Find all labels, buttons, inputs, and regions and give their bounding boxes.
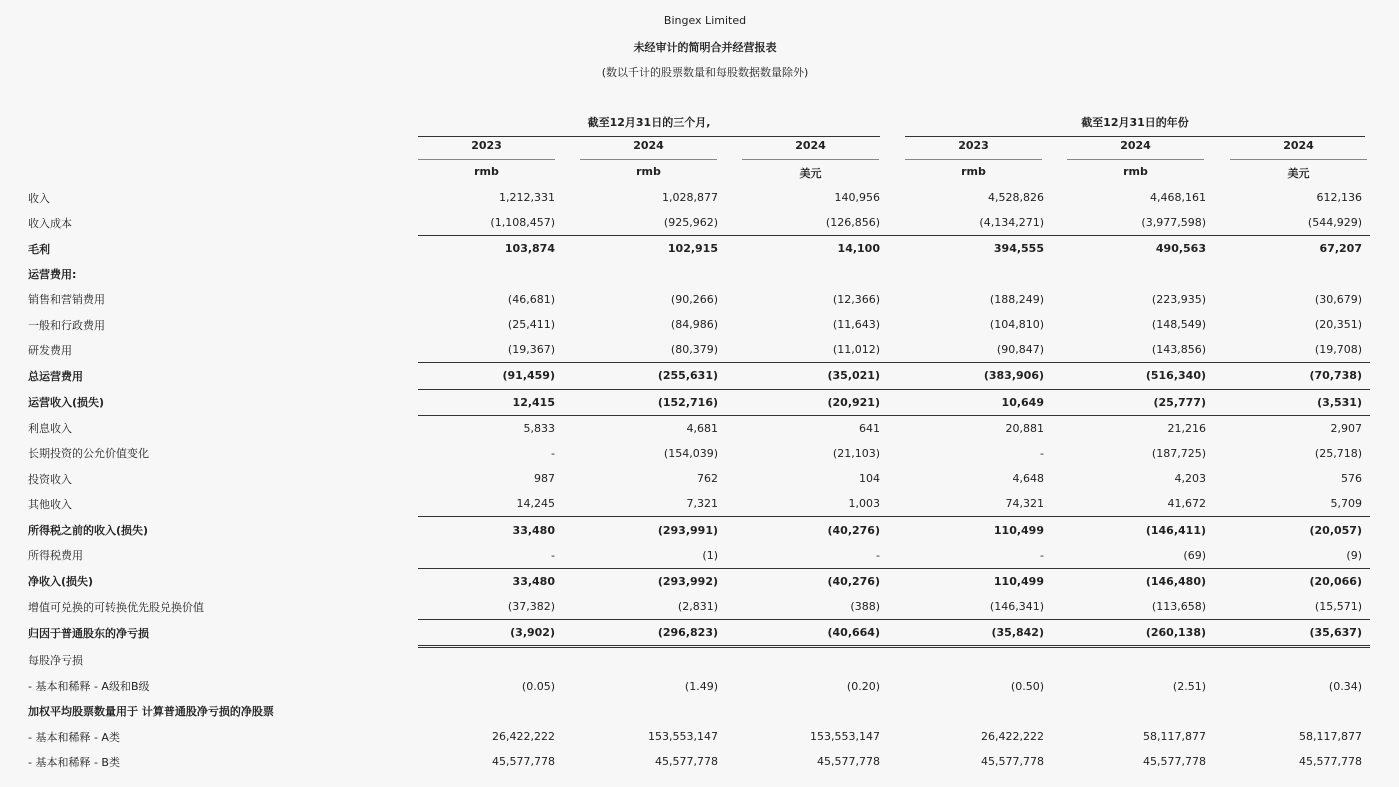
cell-value — [888, 262, 1052, 287]
group-underline — [905, 136, 1365, 137]
cell-value: 140,956 — [834, 191, 880, 205]
column-currency: rmb — [961, 165, 986, 178]
group-header-three-months — [418, 114, 880, 130]
cell-value: 1,003 — [848, 497, 880, 511]
cell-value: 12,415 — [418, 389, 563, 415]
cell-value: 74,321 — [1005, 497, 1044, 511]
column-year: 2024 — [1120, 139, 1151, 152]
row-label: 总运营费用 — [28, 369, 83, 383]
cell-value: (293,991) — [563, 517, 726, 543]
cell-value — [726, 262, 888, 287]
cell-value: (35,842) — [888, 620, 1052, 647]
row-label: 投资收入 — [28, 472, 72, 486]
table-row-other-income — [28, 491, 1370, 517]
column-underline — [742, 159, 879, 160]
row-label: 所得税之前的收入(损失) — [28, 523, 149, 537]
row-label: - 基本和稀释 - A级和B级 — [28, 680, 150, 694]
row-label: 收入 — [28, 191, 50, 205]
cell-value: 1,028,877 — [662, 191, 718, 205]
cell-value — [563, 647, 726, 674]
table-row-cost-of-revenue — [28, 210, 1370, 236]
cell-value: (21,103) — [832, 446, 880, 460]
cell-value: (11,643) — [832, 318, 880, 332]
column-year: 2024 — [633, 139, 664, 152]
cell-value: (0.50) — [1010, 679, 1044, 693]
column-underline — [905, 159, 1042, 160]
table-row-revenue — [28, 185, 1370, 210]
row-label: 长期投资的公允价值变化 — [28, 447, 149, 461]
cell-value: (40,276) — [726, 517, 888, 543]
cell-value: 4,648 — [1012, 472, 1044, 486]
cell-value: 58,117,877 — [1143, 730, 1206, 744]
cell-value: 41,672 — [1167, 497, 1206, 511]
cell-value: (126,856) — [825, 216, 880, 230]
cell-value: 612,136 — [1316, 191, 1362, 205]
column-underline — [418, 159, 555, 160]
cell-value: (20,351) — [1314, 318, 1362, 332]
cell-value: 26,422,222 — [981, 730, 1044, 744]
row-label: 毛利 — [28, 242, 50, 256]
cell-value: (0.20) — [846, 679, 880, 693]
row-label: 加权平均股票数量用于 计算普通股净亏损的净股票 — [28, 705, 274, 719]
cell-value — [563, 262, 726, 287]
table-row-shares-class-a — [28, 724, 1370, 749]
cell-value: (1.49) — [684, 679, 718, 693]
cell-value: 490,563 — [1052, 236, 1214, 262]
cell-value: (35,021) — [726, 363, 888, 389]
cell-value: 5,833 — [418, 415, 563, 441]
table-row-net-loss-to-shareholders — [28, 620, 1370, 647]
column-underline — [1230, 159, 1367, 160]
cell-value: (3,531) — [1214, 389, 1370, 415]
cell-value: 641 — [726, 415, 888, 441]
cell-value: 4,468,161 — [1150, 191, 1206, 205]
cell-value: 103,874 — [418, 236, 563, 262]
table-row-operating-expenses-header — [28, 262, 1370, 287]
row-label: 运营费用: — [28, 268, 77, 282]
cell-value — [888, 647, 1052, 674]
cell-value: (146,480) — [1052, 568, 1214, 594]
row-label: 每股净亏损 — [28, 654, 83, 668]
cell-value: 10,649 — [888, 389, 1052, 415]
cell-value: 153,553,147 — [648, 730, 718, 744]
row-label: 增值可兑换的可转换优先股兑换价值 — [28, 600, 204, 614]
statement-title: 未经审计的简明合并经营报表 — [633, 41, 777, 54]
table-row-income-before-tax — [28, 517, 1370, 543]
statement-subtitle: (数以千计的股票数量和每股数据数量除外) — [601, 66, 809, 79]
column-year: 2024 — [795, 139, 826, 152]
row-label: - 基本和稀释 - B类 — [28, 755, 120, 769]
group-header-label: 截至12月31日的年份 — [1081, 116, 1189, 129]
cell-value: (46,681) — [507, 292, 555, 306]
cell-value: (2,831) — [677, 600, 718, 614]
column-year: 2023 — [958, 139, 989, 152]
table-row-operating-income — [28, 389, 1370, 415]
cell-value — [418, 647, 563, 674]
table-row-weighted-shares-header — [28, 699, 1370, 724]
cell-value: (104,810) — [989, 318, 1044, 332]
cell-value — [1052, 647, 1214, 674]
cell-value — [418, 699, 563, 724]
income-statement-table — [28, 185, 1370, 774]
cell-value: 45,577,778 — [492, 755, 555, 769]
cell-value: 2,907 — [1214, 415, 1370, 441]
cell-value — [1052, 699, 1214, 724]
table-row-fair-value-change — [28, 441, 1370, 466]
row-label: 归因于普通股东的净亏损 — [28, 627, 149, 641]
table-row-shares-class-b — [28, 749, 1370, 774]
cell-value: 45,577,778 — [981, 755, 1044, 769]
cell-value: (154,039) — [663, 446, 718, 460]
cell-value: (146,341) — [989, 600, 1044, 614]
cell-value: 14,100 — [726, 236, 888, 262]
cell-value: (152,716) — [563, 389, 726, 415]
cell-value: 5,709 — [1330, 497, 1362, 511]
cell-value: (143,856) — [1151, 343, 1206, 357]
cell-value: (25,411) — [507, 318, 555, 332]
cell-value: 45,577,778 — [1299, 755, 1362, 769]
cell-value: 110,499 — [888, 517, 1052, 543]
cell-value: 21,216 — [1052, 415, 1214, 441]
company-name: Bingex Limited — [663, 14, 747, 27]
row-label: 运营收入(损失) — [28, 396, 105, 410]
cell-value: (260,138) — [1052, 620, 1214, 647]
cell-value: (187,725) — [1151, 446, 1206, 460]
cell-value — [726, 699, 888, 724]
cell-value: (19,708) — [1314, 343, 1362, 357]
cell-value: (19,367) — [507, 343, 555, 357]
cell-value — [1214, 699, 1370, 724]
cell-value: (35,637) — [1214, 620, 1370, 647]
cell-value: (11,012) — [832, 343, 880, 357]
cell-value: (516,340) — [1052, 363, 1214, 389]
cell-value: (80,379) — [670, 343, 718, 357]
table-row-income-tax — [28, 543, 1370, 569]
cell-value: 20,881 — [888, 415, 1052, 441]
cell-value: (2.51) — [1172, 679, 1206, 693]
cell-value: (544,929) — [1307, 216, 1362, 230]
cell-value: (20,057) — [1214, 517, 1370, 543]
cell-value: 1,212,331 — [499, 191, 555, 205]
cell-value: 7,321 — [686, 497, 718, 511]
cell-value: 110,499 — [888, 568, 1052, 594]
column-underline — [580, 159, 717, 160]
table-row-interest-income — [28, 415, 1370, 441]
cell-value: (3,977,598) — [1141, 216, 1206, 230]
cell-value: (20,921) — [726, 389, 888, 415]
column-currency: rmb — [1123, 165, 1148, 178]
table-row-research-development — [28, 337, 1370, 363]
row-label: 销售和营销费用 — [28, 293, 105, 307]
cell-value: 104 — [859, 472, 880, 486]
cell-value: (25,777) — [1052, 389, 1214, 415]
cell-value: (223,935) — [1151, 292, 1206, 306]
cell-value: - — [876, 548, 880, 562]
cell-value: 67,207 — [1214, 236, 1370, 262]
cell-value: (383,906) — [888, 363, 1052, 389]
cell-value: (296,823) — [563, 620, 726, 647]
cell-value: - — [1040, 548, 1044, 562]
cell-value: (12,366) — [832, 292, 880, 306]
cell-value: (388) — [850, 600, 880, 614]
column-currency: 美元 — [1287, 167, 1310, 180]
row-label: - 基本和稀释 - A类 — [28, 730, 120, 744]
cell-value: (69) — [1183, 548, 1206, 562]
cell-value: 45,577,778 — [655, 755, 718, 769]
cell-value: (3,902) — [418, 620, 563, 647]
table-row-sales-marketing — [28, 287, 1370, 312]
table-row-net-income — [28, 568, 1370, 594]
cell-value: - — [551, 446, 555, 460]
cell-value — [418, 262, 563, 287]
cell-value — [1214, 262, 1370, 287]
cell-value — [888, 699, 1052, 724]
cell-value: (925,962) — [663, 216, 718, 230]
row-label: 利息收入 — [28, 422, 72, 436]
table-row-general-admin — [28, 312, 1370, 337]
group-header-year — [905, 114, 1365, 130]
cell-value: (20,066) — [1214, 568, 1370, 594]
cell-value: (1) — [702, 548, 718, 562]
cell-value: 33,480 — [418, 517, 563, 543]
cell-value: (30,679) — [1314, 292, 1362, 306]
cell-value — [726, 647, 888, 674]
cell-value: (25,718) — [1314, 446, 1362, 460]
cell-value: (113,658) — [1151, 600, 1206, 614]
cell-value: 762 — [697, 472, 718, 486]
table-row-accretion-preferred — [28, 594, 1370, 620]
column-currency: rmb — [474, 165, 499, 178]
table-row-net-loss-per-share-header — [28, 647, 1370, 674]
cell-value: (1,108,457) — [490, 216, 555, 230]
table-row-eps-basic-diluted — [28, 674, 1370, 699]
row-label: 收入成本 — [28, 217, 72, 231]
cell-value: 987 — [534, 472, 555, 486]
cell-value: 4,681 — [563, 415, 726, 441]
cell-value: (0.34) — [1328, 679, 1362, 693]
cell-value: (90,266) — [670, 292, 718, 306]
group-underline — [418, 136, 880, 137]
row-label: 一般和行政费用 — [28, 318, 105, 332]
group-header-label: 截至12月31日的三个月, — [587, 116, 711, 129]
cell-value: (84,986) — [670, 318, 718, 332]
cell-value: 45,577,778 — [817, 755, 880, 769]
column-year: 2024 — [1283, 139, 1314, 152]
cell-value: (146,411) — [1052, 517, 1214, 543]
cell-value: (0.05) — [521, 679, 555, 693]
cell-value: (15,571) — [1314, 600, 1362, 614]
cell-value: (255,631) — [563, 363, 726, 389]
cell-value: (40,664) — [726, 620, 888, 647]
cell-value: 26,422,222 — [492, 730, 555, 744]
cell-value: (70,738) — [1214, 363, 1370, 389]
column-currency: rmb — [636, 165, 661, 178]
table-row-investment-income — [28, 466, 1370, 491]
cell-value: - — [1040, 446, 1044, 460]
cell-value — [1214, 647, 1370, 674]
row-label: 净收入(损失) — [28, 575, 94, 589]
column-currency: 美元 — [799, 167, 822, 180]
cell-value — [1052, 262, 1214, 287]
cell-value: (91,459) — [418, 363, 563, 389]
cell-value: (9) — [1346, 548, 1362, 562]
cell-value: (188,249) — [989, 292, 1044, 306]
cell-value: (37,382) — [507, 600, 555, 614]
cell-value: (148,549) — [1151, 318, 1206, 332]
cell-value: (90,847) — [996, 343, 1044, 357]
cell-value: 153,553,147 — [810, 730, 880, 744]
cell-value: (40,276) — [726, 568, 888, 594]
cell-value: 4,528,826 — [988, 191, 1044, 205]
table-row-gross-profit — [28, 236, 1370, 262]
column-year: 2023 — [471, 139, 502, 152]
cell-value: 394,555 — [888, 236, 1052, 262]
row-label: 其他收入 — [28, 498, 72, 512]
cell-value: 4,203 — [1174, 472, 1206, 486]
cell-value: 576 — [1341, 472, 1362, 486]
cell-value — [563, 699, 726, 724]
row-label: 研发费用 — [28, 343, 72, 357]
cell-value: - — [551, 548, 555, 562]
cell-value: 14,245 — [516, 497, 555, 511]
table-row-total-operating-expenses — [28, 363, 1370, 389]
cell-value: 102,915 — [563, 236, 726, 262]
row-label: 所得税费用 — [28, 549, 83, 563]
cell-value: (4,134,271) — [979, 216, 1044, 230]
cell-value: 33,480 — [418, 568, 563, 594]
column-underline — [1067, 159, 1204, 160]
cell-value: (293,992) — [563, 568, 726, 594]
cell-value: 45,577,778 — [1143, 755, 1206, 769]
cell-value: 58,117,877 — [1299, 730, 1362, 744]
